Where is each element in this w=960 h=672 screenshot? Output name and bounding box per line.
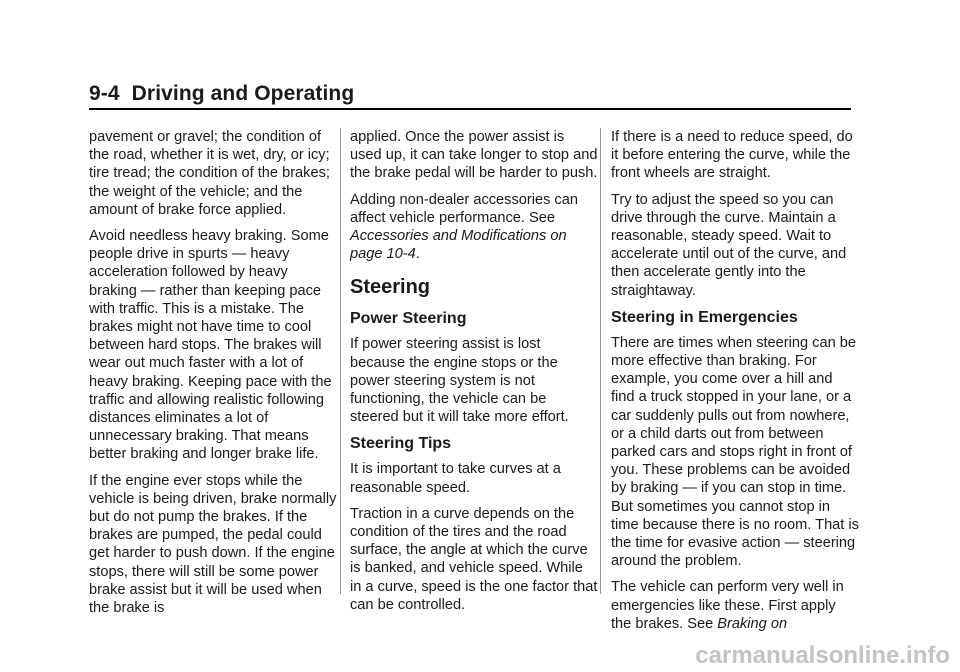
paragraph: If there is a need to reduce speed, do it before entering the curve, while the front wheels are straight. <box>611 129 853 182</box>
paragraph: There are times when steering can be more effective than braking. For example, you come over a hill and find a truck stopped in your lane, or a car suddenly pulls out from nowhere, or a child darts out from between parked cars and stops right in front of you. These problems can be avoided by braking — if you can stop in time. But sometimes you cannot stop in time because there is no room. That is the time for evasive action — steering around the problem. <box>611 334 859 570</box>
column-2 <box>350 128 598 622</box>
column-divider <box>340 128 341 594</box>
paragraph: If power steering assist is lost because the engine stops or the power steering system is not functioning, the vehicle can be steered but it will take more effort. <box>350 336 569 426</box>
section-heading-steering: Steering <box>350 276 431 299</box>
section-title: Driving and Operating <box>131 82 355 105</box>
paragraph <box>611 578 859 633</box>
page-number: 9-4 <box>89 82 120 105</box>
cross-reference-link[interactable]: Braking on <box>717 615 788 632</box>
page-header <box>89 80 851 110</box>
paragraph: It is important to take curves at a reasonable speed. <box>350 461 561 496</box>
paragraph: If the engine ever stops while the vehicle is being driven, brake normally but do not pump the brakes. If the brakes are pumped, the pedal could get harder to push down. If the engine stops, there will still be some power brake assist but it will be used when the brake is <box>89 472 337 617</box>
paragraph-text: Adding non-dealer accessories can affect vehicle performance. See <box>350 191 578 226</box>
column-3 <box>611 128 859 641</box>
column-divider <box>600 128 601 594</box>
paragraph: Try to adjust the speed so you can drive through the curve. Maintain a reasonable, steady speed. Wait to accelerate until out of the curve, and then accelerate gently into the straightaway. <box>611 191 847 299</box>
column-1 <box>89 128 337 625</box>
paragraph: Traction in a curve depends on the condition of the tires and the road surface, the angle at which the curve is banked, and vehicle speed. While in a curve, speed is the one factor that can be controlled. <box>350 505 598 613</box>
subheading-steering-in-emergencies: Steering in Emergencies <box>611 308 798 326</box>
paragraph: applied. Once the power assist is used up, it can take longer to stop and the brake pedal will be harder to push. <box>350 129 598 182</box>
header-rule <box>89 108 851 110</box>
paragraph-text: The vehicle can perform very well in emergencies like these. First apply the brakes. See <box>611 579 844 632</box>
paragraph <box>350 191 598 264</box>
subheading-steering-tips: Steering Tips <box>350 435 452 453</box>
paragraph: pavement or gravel; the condition of the road, whether it is wet, dry, or icy; tire tread; the condition of the brakes; the weight of the vehicle; and the amount of brake force applied. <box>89 129 330 218</box>
paragraph: Avoid needless heavy braking. Some people drive in spurts — heavy acceleration followed by heavy braking — rather than keeping pace with traffic. This is a mistake. The brakes might not have time to cool between hard stops. The brakes will wear out much faster with a lot of heavy braking. Keeping pace with the traffic and allowing realistic following distances eliminates a lot of unnecessary braking. That means better braking and longer brake life. <box>89 228 332 463</box>
cross-reference-link[interactable]: Accessories and Modifications on page 10-4 <box>350 228 567 263</box>
watermark: carmanualsonline.info <box>695 642 950 669</box>
subheading-power-steering: Power Steering <box>350 310 467 328</box>
page-title <box>89 82 354 106</box>
paragraph-text: . <box>415 246 420 263</box>
